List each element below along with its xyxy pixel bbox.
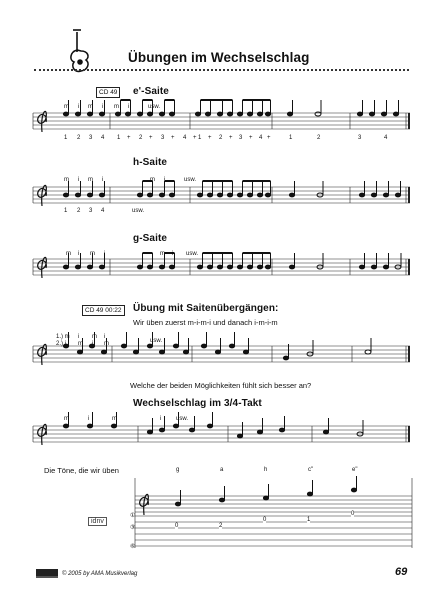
tab-staff xyxy=(135,516,412,546)
picking-label: m xyxy=(64,104,69,110)
count-label: 4 xyxy=(384,135,388,141)
count-label: + xyxy=(171,135,175,141)
count-label: 4 xyxy=(259,135,263,141)
count-label: 2 xyxy=(139,135,143,141)
picking-label: m xyxy=(88,104,93,110)
count-label: 3 xyxy=(239,135,243,141)
section-title-e-string: e'-Saite xyxy=(133,86,169,97)
picking-label: m xyxy=(78,341,83,347)
picking-label: usw. xyxy=(184,177,197,183)
string-marker: ③ xyxy=(130,525,136,531)
picking-label: usw. xyxy=(148,104,161,110)
picking-label: m xyxy=(160,251,165,257)
picking-label: i xyxy=(92,341,94,347)
picking-label: i xyxy=(78,334,80,340)
picking-label: i xyxy=(172,251,174,257)
count-label: + xyxy=(249,135,253,141)
copyright-text: © 2005 by AMA Musikverlag xyxy=(62,571,138,577)
picking-label: m xyxy=(66,251,71,257)
count-label: + xyxy=(193,135,197,141)
count-label: 4 xyxy=(183,135,187,141)
count-label: 3 xyxy=(358,135,362,141)
picking-label: m xyxy=(114,104,119,110)
page-title: Übungen im Wechselschlag xyxy=(128,50,310,65)
count-label: + xyxy=(208,135,212,141)
count-label: + xyxy=(229,135,233,141)
picking-label: i xyxy=(104,251,106,257)
count-label: 3 xyxy=(89,135,93,141)
picking-label: i xyxy=(78,177,80,183)
picking-label: i xyxy=(102,104,104,110)
count-label: 1 xyxy=(117,135,121,141)
tab-number: 2 xyxy=(219,523,223,529)
range-staff xyxy=(135,478,412,548)
picking-label: m xyxy=(64,416,69,422)
string-marker: ⑥ xyxy=(130,544,136,550)
cd-track-badge: CD 49 xyxy=(96,87,120,98)
count-label: 4 xyxy=(101,135,105,141)
picking-label: i xyxy=(102,177,104,183)
question-text: Welche der beiden Möglichkeiten fühlt sich besser an? xyxy=(130,381,312,390)
note-name: g xyxy=(176,467,180,473)
guitar-icon xyxy=(71,30,88,71)
count-note: usw. xyxy=(132,208,145,214)
count-label: 3 xyxy=(161,135,165,141)
picking-label: usw. xyxy=(176,416,189,422)
picking-label: m xyxy=(112,416,117,422)
count-label: 2 xyxy=(219,135,223,141)
picking-label: usw. xyxy=(150,338,163,344)
tab-number: 0 xyxy=(175,523,179,529)
section-title-b-string: h-Saite xyxy=(133,157,168,168)
tab-number: 0 xyxy=(263,517,267,523)
picking-label: usw. xyxy=(186,251,199,257)
count-label: 2 xyxy=(77,135,81,141)
picking-label: i xyxy=(78,251,80,257)
picking-label: m xyxy=(150,177,155,183)
picking-label: i xyxy=(160,416,162,422)
range-notes xyxy=(175,476,356,506)
string-marker: ① xyxy=(130,513,136,519)
publisher-logo-underline xyxy=(36,576,58,578)
count-label: 1 xyxy=(198,135,202,141)
note-name: a xyxy=(220,467,224,473)
staff-5 xyxy=(33,426,410,442)
count-label: 1 xyxy=(64,135,68,141)
count-label: 2 xyxy=(317,135,321,141)
range-label: Die Töne, die wir üben xyxy=(44,466,119,475)
picking-label: m xyxy=(90,251,95,257)
picking-label: m xyxy=(88,177,93,183)
section-title-three-four: Wechselschlag im 3/4-Takt xyxy=(133,398,262,409)
section-title-g-string: g-Saite xyxy=(133,233,168,244)
staff-4 xyxy=(33,346,410,362)
note-name: c" xyxy=(308,467,314,473)
count-label: 4 xyxy=(101,208,105,214)
title-divider xyxy=(34,69,409,71)
publisher-logo xyxy=(36,569,58,576)
picking-label: i xyxy=(128,104,130,110)
count-label: 3 xyxy=(89,208,93,214)
staff-3-notes xyxy=(63,253,401,269)
tab-number: 0 xyxy=(351,511,355,517)
picking-label: i xyxy=(78,104,80,110)
tab-number: 1 xyxy=(307,517,311,523)
page-number: 69 xyxy=(395,566,408,578)
picking-label: m xyxy=(104,341,109,347)
count-label: 1 xyxy=(289,135,293,141)
picking-label: i xyxy=(104,334,106,340)
section-title-string-crossing: Übung mit Saitenübergängen: xyxy=(133,303,279,314)
cd-track-badge: CD 49 00:22 xyxy=(82,305,125,316)
picking-label: i xyxy=(88,416,90,422)
picking-label: m xyxy=(64,177,69,183)
count-label: 2 xyxy=(77,208,81,214)
count-label: + xyxy=(127,135,131,141)
picking-label: 2.) i xyxy=(56,341,67,347)
section-subtitle: Wir üben zuerst m-i-m-i und danach i-m-i-m xyxy=(133,318,278,327)
count-label: + xyxy=(149,135,153,141)
picking-label: 1.) m xyxy=(56,334,70,340)
picking-label: i xyxy=(164,177,166,183)
count-label: 1 xyxy=(64,208,68,214)
picking-label: m xyxy=(92,334,97,340)
stamp-label: idnv xyxy=(88,517,107,526)
count-label: + xyxy=(267,135,271,141)
note-name: h xyxy=(264,467,268,473)
note-name: e" xyxy=(352,467,358,473)
